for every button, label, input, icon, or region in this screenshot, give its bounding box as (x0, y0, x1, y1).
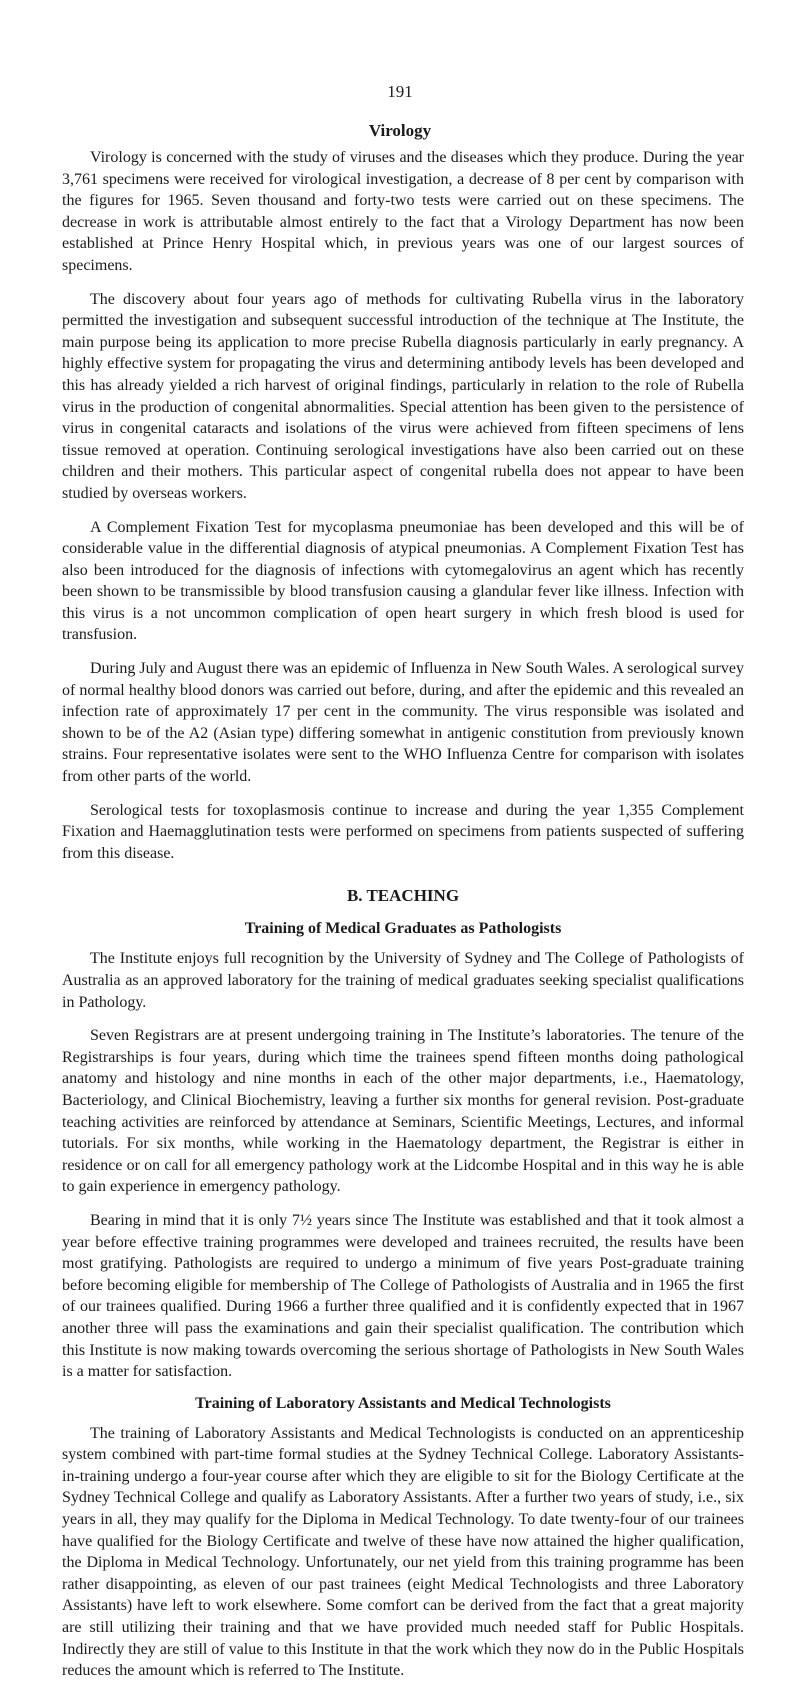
virology-paragraph: The discovery about four years ago of methods for cultivating Rubella virus in the laboratory permitted the investigation and subsequent successful introduction of the technique at The Institute, the main purpose being its application to more precise Rubella diagnosis particularly in early pregnancy. A highly effective system for propagating the virus and determining antibody levels has been developed and this has already yielded a rich harvest of original findings, particularly in relation to the role of Rubella virus in the production of congenital abnormalities. Special attention has been given to the persistence of virus in congenital cataracts and isolations of the virus were achieved from fifteen specimens of lens tissue removed at operation. Continuing serological investigations have also been carried out on these children and their mothers. This particular aspect of congenital rubella does not appear to have been studied by overseas workers. (62, 290, 744, 502)
graduates-section (62, 920, 744, 1382)
virology-heading: Virology (368, 121, 432, 140)
assistants-section (62, 1395, 744, 1682)
teaching-heading: B. TEACHING (346, 886, 460, 906)
assistants-paragraph: The training of Laboratory Assistants and Medical Technologists is conducted on an apprenticeship system combined with part-time formal studies at the Sydney Technical College. Laboratory Assistants-in-training undergo a four-year course after which they are eligible to sit for the Biology Certificate at the Sydney Technical College and qualify as Laboratory Assistants. After a further two years of study, i.e., six years in all, they may qualify for the Diploma in Medical Technology. To date twenty-four of our trainees have qualified for the Biology Certificate and twelve of these have now attained the higher qualification, the Diploma in Medical Technology. Unfortunately, our net yield from this training programme has been rather disappointing, as eleven of our past trainees (eight Medical Technologists and three Laboratory Assistants) have left to work elsewhere. Some comfort can be derived from the fact that a great majority are still utilizing their training and that we have provided much needed staff for Public Hospitals. Indirectly they are still of value to this Institute in that the work which they now do in the Public Hospitals reduces the amount which is referred to The Institute. (62, 1424, 744, 1680)
page-content (62, 147, 744, 1694)
graduates-paragraph: Bearing in mind that it is only 7½ years since The Institute was established and that it took almost a year before effective training programmes were developed and trainees recruited, the results have been most gratifying. Pathologists are required to undergo a minimum of five years Post-graduate training before becoming eligible for membership of The College of Pathologists of Australia and in 1965 the first of our trainees qualified. During 1966 a further three qualified and it is confidently expected that in 1967 another three will pass the examinations and gain their specialist qualification. The contribution which this Institute is now making towards overcoming the serious shortage of Pathologists in New South Wales is a matter for satisfaction. (62, 1211, 744, 1381)
page-number: 191 (387, 82, 413, 101)
graduates-paragraph: Seven Registrars are at present undergoing training in The Institute’s laboratories. The tenure of the Registrarships is four years, during which time the trainees spend fifteen months doing pathological anatomy and histology and nine months in each of the other major departments, i.e., Haematology, Bacteriology, and Clinical Biochemistry, leaving a further six months for general revision. Post-graduate teaching activities are reinforced by attendance at Seminars, Scientific Meetings, Lectures, and informal tutorials. For six months, while working in the Haematology department, the Registrar is either in residence or on call for all emergency pathology work at the Lidcombe Hospital and in this way he is able to gain experience in emergency pathology. (62, 1027, 744, 1196)
virology-paragraph: Serological tests for toxoplasmosis continue to increase and during the year 1,355 Complement Fixation and Haemagglutination tests were performed on specimens from patients suspected of suffering from this disease. (62, 801, 744, 862)
graduates-heading: Training of Medical Graduates as Pathologists (244, 920, 562, 938)
virology-paragraph: A Complement Fixation Test for mycoplasma pneumoniae has been developed and this will be of considerable value in the differential diagnosis of atypical pneumonias. A Complement Fixation Test has also been introduced for the diagnosis of infections with cytomegalovirus an agent which has recently been shown to be transmissible by blood transfusion causing a glandular fever like illness. Infection with this virus is a not uncommon complication of open heart surgery in which fresh blood is used for transfusion. (62, 518, 744, 644)
virology-paragraph: Virology is concerned with the study of viruses and the diseases which they produce. During the year 3,761 specimens were received for virological investigation, a decrease of 8 per cent by comparison with the figures for 1965. Seven thousand and forty-two tests were carried out on these specimens. The decrease in work is attributable almost entirely to the fact that a Virology Department has now been established at Prince Henry Hospital which, in previous years was one of our largest sources of specimens. (62, 149, 744, 274)
virology-paragraph: During July and August there was an epidemic of Influenza in New South Wales. A serological survey of normal healthy blood donors was carried out before, during, and after the epidemic and this revealed an infection rate of approximately 17 per cent in the community. The virus responsible was isolated and shown to be of the A2 (Asian type) differing somewhat in antigenic constitution from previously known strains. Four representative isolates were sent to the WHO Influenza Centre for comparison with isolates from other parts of the world. (62, 660, 744, 786)
virology-section (62, 147, 744, 864)
graduates-paragraph: The Institute enjoys full recognition by the University of Sydney and The College of Pathologists of Australia as an approved laboratory for the training of medical graduates seeking specialist qualifications in Pathology. (62, 950, 744, 1011)
assistants-heading: Training of Laboratory Assistants and Medical Technologists (195, 1394, 611, 1412)
